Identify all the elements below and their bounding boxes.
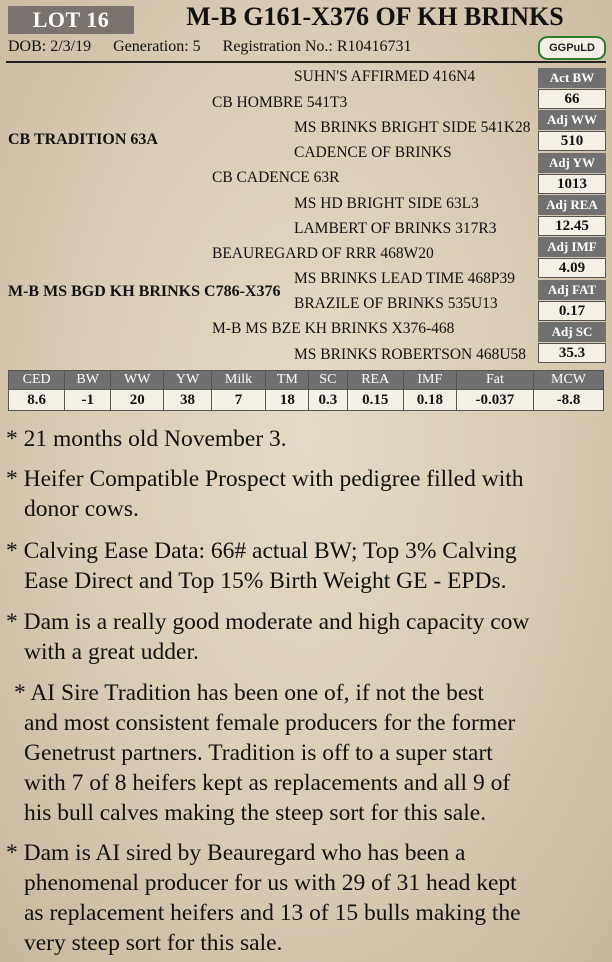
- note-line: phenomenal producer for us with 29 of 31 head kept: [24, 870, 517, 896]
- note-line: his bull calves making the steep sort for this sale.: [24, 800, 487, 826]
- lot-number: LOT 16: [8, 6, 134, 34]
- epd-header: Milk: [211, 371, 266, 390]
- epd-value: 0.15: [347, 390, 403, 411]
- animal-name: M-B G161-X376 OF KH BRINKS: [186, 2, 564, 31]
- pedigree-sds: CADENCE OF BRINKS: [294, 144, 452, 161]
- note-line: donor cows.: [24, 496, 139, 522]
- epd-value: 18: [266, 390, 309, 411]
- stat-label-adj-imf: Adj IMF: [538, 237, 606, 257]
- stat-label-adj-rea: Adj REA: [538, 195, 606, 215]
- epd-header: MCW: [534, 371, 604, 390]
- pedigree-sire: CB TRADITION 63A: [8, 131, 158, 148]
- note-line: Ease Direct and Top 15% Birth Weight GE - EPDs.: [24, 568, 507, 594]
- pedigree-dds: BRAZILE OF BRINKS 535U13: [294, 295, 498, 312]
- pedigree-sd: CB CADENCE 63R: [212, 169, 340, 186]
- pedigree-dss: LAMBERT OF BRINKS 317R3: [294, 220, 497, 237]
- note-line: very steep sort for this sale.: [24, 930, 283, 956]
- pedigree-dd: M-B MS BZE KH BRINKS X376-468: [212, 320, 455, 337]
- pedigree-dsd: MS BRINKS LEAD TIME 468P39: [294, 270, 516, 287]
- registration-number: Registration No.: R10416731: [222, 38, 412, 55]
- epd-value: 7: [211, 390, 266, 411]
- stat-value-adj-rea: 12.45: [538, 216, 606, 236]
- epd-value: 20: [111, 390, 164, 411]
- note-line: and most consistent female producers for the former: [24, 710, 516, 736]
- dob: DOB: 2/3/19: [8, 38, 92, 55]
- epd-header: WW: [111, 371, 164, 390]
- note-line: * Calving Ease Data: 66# actual BW; Top 3% Calving: [6, 538, 517, 564]
- epd-value: 38: [164, 390, 211, 411]
- stat-value-adj-yw: 1013: [538, 174, 606, 194]
- pedigree-ss: CB HOMBRE 541T3: [212, 94, 348, 111]
- note-line: with a great udder.: [24, 639, 199, 665]
- epd-value: -8.8: [534, 390, 604, 411]
- stat-value-adj-sc: 35.3: [538, 343, 606, 363]
- pedigree-ssd: MS BRINKS BRIGHT SIDE 541K28: [294, 119, 531, 136]
- epd-value: -0.037: [456, 390, 533, 411]
- stat-value-adj-imf: 4.09: [538, 258, 606, 278]
- pedigree-dam: M-B MS BGD KH BRINKS C786-X376: [8, 283, 281, 300]
- note-line: * 21 months old November 3.: [6, 426, 287, 452]
- epd-header-row: [9, 371, 604, 390]
- epd-header: BW: [65, 371, 111, 390]
- epd-header: REA: [347, 371, 403, 390]
- pedigree-ds: BEAUREGARD OF RRR 468W20: [212, 245, 434, 262]
- stat-label-adj-sc: Adj SC: [538, 322, 606, 342]
- epd-header: YW: [164, 371, 211, 390]
- epd-header: CED: [9, 371, 65, 390]
- stat-label-adj-yw: Adj YW: [538, 153, 606, 173]
- pedigree-ddd: MS BRINKS ROBERTSON 468U58: [294, 346, 527, 363]
- epd-value: 8.6: [9, 390, 65, 411]
- note-line: * Dam is AI sired by Beauregard who has been a: [6, 840, 466, 866]
- note-line: with 7 of 8 heifers kept as replacements and all 9 of: [24, 770, 511, 796]
- note-line: * Dam is a really good moderate and high capacity cow: [6, 609, 530, 635]
- epd-table: [8, 370, 604, 411]
- stat-value-act-bw: 66: [538, 89, 606, 109]
- epd-value: -1: [65, 390, 111, 411]
- epd-value: 0.3: [309, 390, 347, 411]
- stat-label-adj-ww: Adj WW: [538, 110, 606, 130]
- epd-value-row: [9, 390, 604, 411]
- stat-label-adj-fat: Adj FAT: [538, 280, 606, 300]
- stat-value-adj-ww: 510: [538, 131, 606, 151]
- stat-value-adj-fat: 0.17: [538, 301, 606, 321]
- note-line: as replacement heifers and 13 of 15 bulls making the: [24, 900, 521, 926]
- generation: Generation: 5: [113, 38, 201, 55]
- note-line: * AI Sire Tradition has been one of, if not the best: [14, 680, 484, 706]
- note-line: Genetrust partners. Tradition is off to a super start: [24, 740, 493, 766]
- header-divider: [6, 61, 606, 63]
- pedigree-sdd: MS HD BRIGHT SIDE 63L3: [294, 195, 479, 212]
- epd-header: SC: [309, 371, 347, 390]
- stat-label-act-bw: Act BW: [538, 68, 606, 88]
- epd-header: TM: [266, 371, 309, 390]
- note-line: * Heifer Compatible Prospect with pedigree filled with: [6, 466, 524, 492]
- info-line: [8, 38, 430, 56]
- pedigree-sss: SUHN'S AFFIRMED 416N4: [294, 68, 476, 85]
- epd-header: IMF: [403, 371, 456, 390]
- epd-header: Fat: [456, 371, 533, 390]
- epd-value: 0.18: [403, 390, 456, 411]
- ggp-uld-logo: GGPuLD: [538, 36, 606, 60]
